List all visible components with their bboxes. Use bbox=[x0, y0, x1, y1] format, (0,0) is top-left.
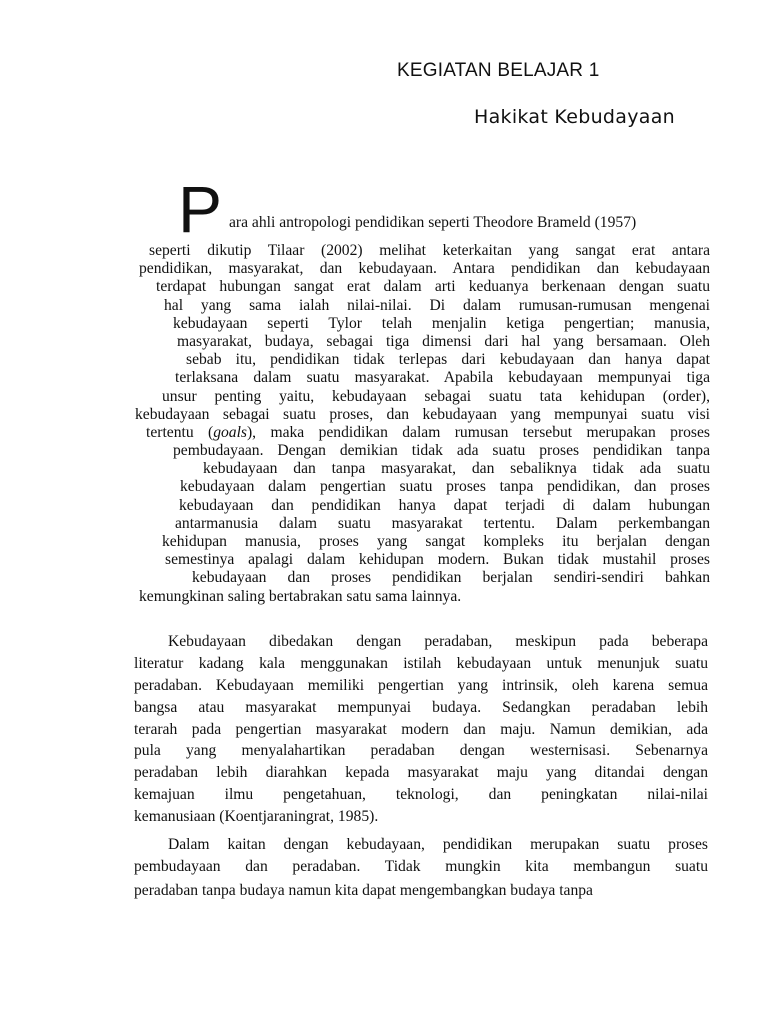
paragraph-3 bbox=[134, 834, 708, 902]
text-line: pembudayaan dan peradaban. Tidak mungkin kita membangun suatu bbox=[134, 857, 708, 875]
centered-paragraph bbox=[130, 242, 710, 606]
text-line: Dalam kaitan dengan kebudayaan, pendidikan merupakan suatu proses bbox=[168, 836, 708, 853]
text-line: semestinya apalagi dalam kehidupan modern. Bukan tidak mustahil proses bbox=[165, 551, 710, 569]
italic-term: goals bbox=[213, 423, 247, 441]
drop-cap: P bbox=[178, 172, 223, 246]
text-line bbox=[146, 424, 710, 442]
paragraph-2 bbox=[134, 631, 708, 828]
text-line: seperti dikutip Tilaar (2002) melihat keterkaitan yang sangat erat antara bbox=[149, 242, 710, 259]
text-fragment: ), maka pendidikan dalam rumusan tersebut merupakan proses bbox=[246, 423, 710, 441]
text-line: sebab itu, pendidikan tidak terlepas dari kebudayaan dan hanya dapat bbox=[186, 351, 710, 369]
text-line: kebudayaan dalam pengertian suatu proses tanpa pendidikan, dan proses bbox=[180, 478, 710, 496]
text-line: peradaban. Kebudayaan memiliki pengertian yang intrinsik, oleh karena semua bbox=[134, 676, 708, 694]
text-line: hal yang sama ialah nilai-nilai. Di dalam rumusan-rumusan mengenai bbox=[164, 296, 710, 314]
first-line: ara ahli antropologi pendidikan seperti Theodore Brameld (1957) bbox=[229, 214, 637, 231]
text-line: kebudayaan dan pendidikan hanya dapat terjadi di dalam hubungan bbox=[179, 496, 710, 514]
text-line: kehidupan manusia, proses yang sangat kompleks itu berjalan dengan bbox=[162, 533, 710, 550]
text-line: antarmanusia dalam suatu masyarakat tertentu. Dalam perkembangan bbox=[175, 514, 710, 532]
text-line: kemajuan ilmu pengetahuan, teknologi, dan peningkatan nilai-nilai bbox=[134, 786, 708, 804]
text-line: bangsa atau masyarakat mempunyai budaya. Sedangkan peradaban lebih bbox=[134, 698, 708, 716]
section-label: KEGIATAN BELAJAR 1 bbox=[397, 60, 600, 81]
text-line: unsur penting yaitu, kebudayaan sebagai suatu tata kehidupan (order), bbox=[162, 387, 710, 405]
text-line: terdapat hubungan sangat erat dalam arti keduanya berkenaan dengan suatu bbox=[156, 278, 710, 296]
text-fragment: tertentu ( bbox=[146, 423, 214, 441]
text-line: pembudayaan. Dengan demikian tidak ada suatu proses pendidikan tanpa bbox=[173, 442, 710, 460]
text-line: kebudayaan seperti Tylor telah menjalin ketiga pengertian; manusia, bbox=[173, 314, 710, 332]
page-title: Hakikat Kebudayaan bbox=[474, 106, 675, 128]
text-line: Kebudayaan dibedakan dengan peradaban, meskipun pada beberapa bbox=[168, 633, 708, 650]
text-line: kemungkinan saling bertabrakan satu sama lainnya. bbox=[139, 587, 462, 605]
text-line: literatur kadang kala menggunakan istilah kebudayaan untuk menunjuk suatu bbox=[134, 654, 708, 672]
text-line: kebudayaan dan tanpa masyarakat, dan sebaliknya tidak ada suatu bbox=[203, 460, 710, 478]
text-line: kebudayaan dan proses pendidikan berjalan sendiri-sendiri bahkan bbox=[192, 569, 710, 587]
text-line: kebudayaan sebagai suatu proses, dan kebudayaan yang mempunyai suatu visi bbox=[135, 405, 710, 423]
text-line: pula yang menyalahartikan peradaban dengan westernisasi. Sebenarnya bbox=[134, 742, 708, 760]
text-line: peradaban tanpa budaya namun kita dapat mengembangkan budaya tanpa bbox=[134, 881, 593, 899]
text-line: pendidikan, masyarakat, dan kebudayaan. Antara pendidikan dan kebudayaan bbox=[139, 260, 710, 278]
text-line: masyarakat, budaya, sebagai tiga dimensi dari hal yang bersamaan. Oleh bbox=[177, 332, 710, 350]
text-line: peradaban lebih diarahkan kepada masyarakat maju yang ditandai dengan bbox=[134, 764, 708, 782]
text-line: terarah pada pengertian masyarakat modern dan maju. Namun demikian, ada bbox=[134, 720, 708, 738]
text-line: terlaksana dalam suatu masyarakat. Apabila kebudayaan mempunyai tiga bbox=[175, 369, 710, 387]
text-line: kemanusiaan (Koentjaraningrat, 1985). bbox=[134, 808, 379, 826]
